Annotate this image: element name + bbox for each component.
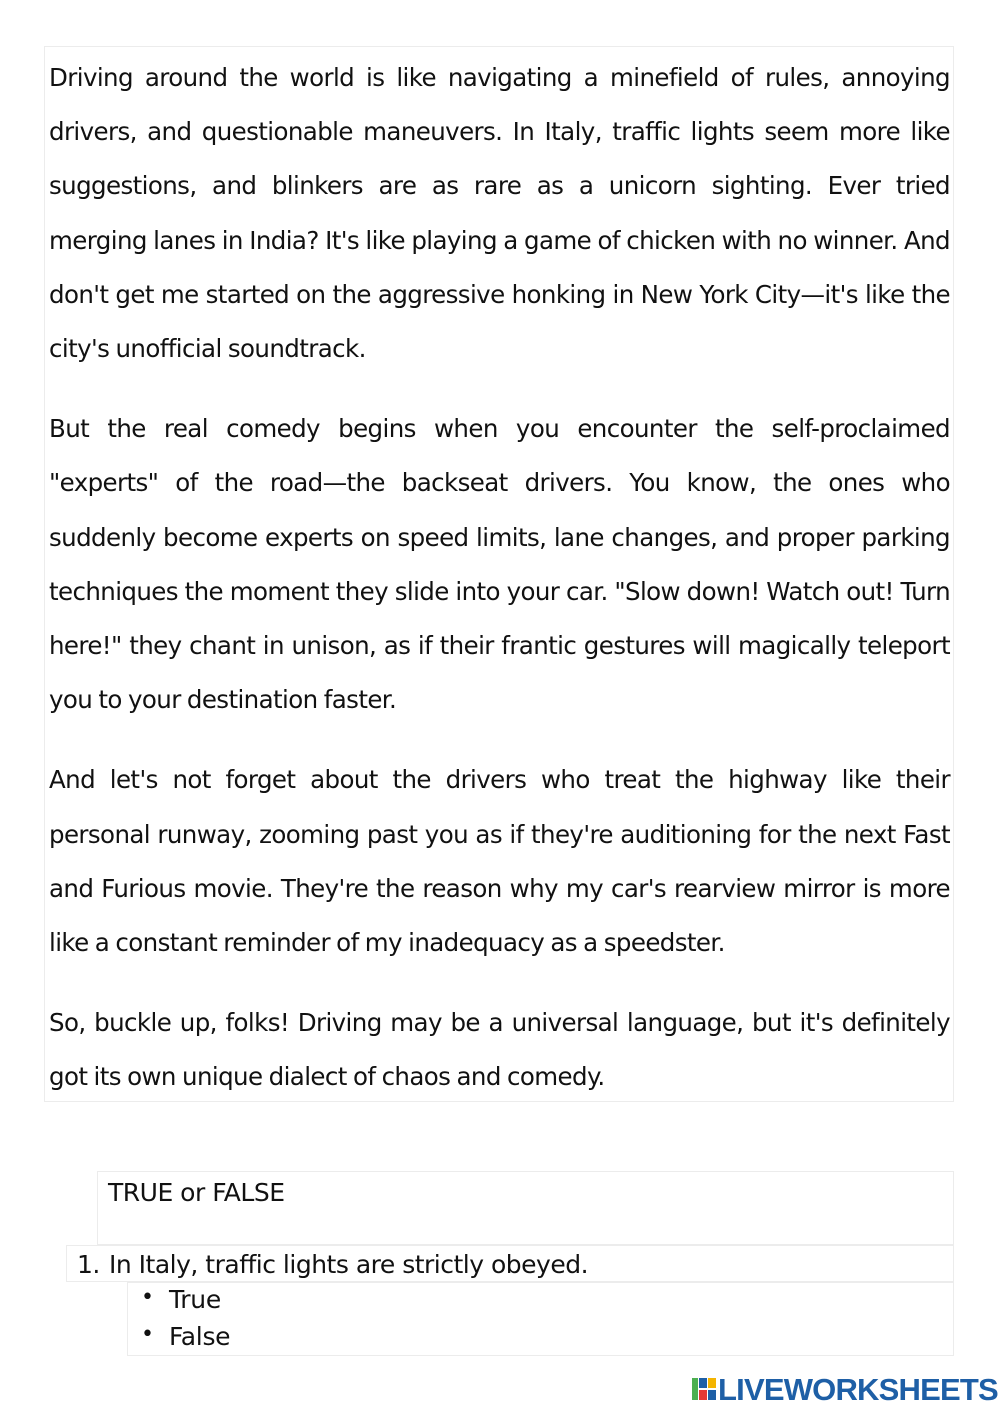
option-label: True <box>169 1285 221 1314</box>
question-text: In Italy, traffic lights are strictly obeyed. <box>109 1250 589 1279</box>
liveworksheets-logo-icon <box>692 1377 716 1401</box>
question-number: 1. <box>77 1250 100 1279</box>
paragraph-2: But the real comedy begins when you encounter the self-proclaimed "experts" of the road—the backseat drivers. You know, the ones who suddenly become experts on speed limits, lane changes, and proper parking techniques the moment they slide into your car. "Slow down! Watch out! Turn here!" they chant in unison, as if their frantic gestures will magically teleport you to your destination faster. <box>49 414 950 715</box>
option-true[interactable] <box>128 1283 328 1319</box>
answer-options <box>127 1282 954 1356</box>
bullet-icon: • <box>141 1322 154 1347</box>
option-label: False <box>169 1322 231 1351</box>
logo-text: LIVEWORKSHEETS <box>718 1372 998 1407</box>
paragraph-4: So, buckle up, folks! Driving may be a universal language, but it's definitely got its own unique dialect of chaos and comedy. <box>49 1008 950 1092</box>
paragraph-1: Driving around the world is like navigating a minefield of rules, annoying drivers, and questionable maneuvers. In Italy, traffic lights seem more like suggestions, and blinkers are as rare as a unicorn sighting. Ever tried merging lanes in India? It's like playing a game of chicken with no winner. And don't get me started on the aggressive honking in New York City—it's like the city's unofficial soundtrack. <box>49 63 950 364</box>
quiz-header <box>97 1171 954 1245</box>
reading-passage <box>44 46 954 1102</box>
option-false[interactable] <box>128 1320 328 1356</box>
quiz-title: TRUE or FALSE <box>108 1178 285 1207</box>
paragraph-3: And let's not forget about the drivers who treat the highway like their personal runway, zooming past you as if they're auditioning for the next Fast and Furious movie. They're the reason why my car's rearview mirror is more like a constant reminder of my inadequacy as a speedster. <box>49 765 950 958</box>
liveworksheets-logo[interactable] <box>692 1372 998 1407</box>
bullet-icon: • <box>141 1285 154 1310</box>
question-1 <box>66 1245 954 1282</box>
